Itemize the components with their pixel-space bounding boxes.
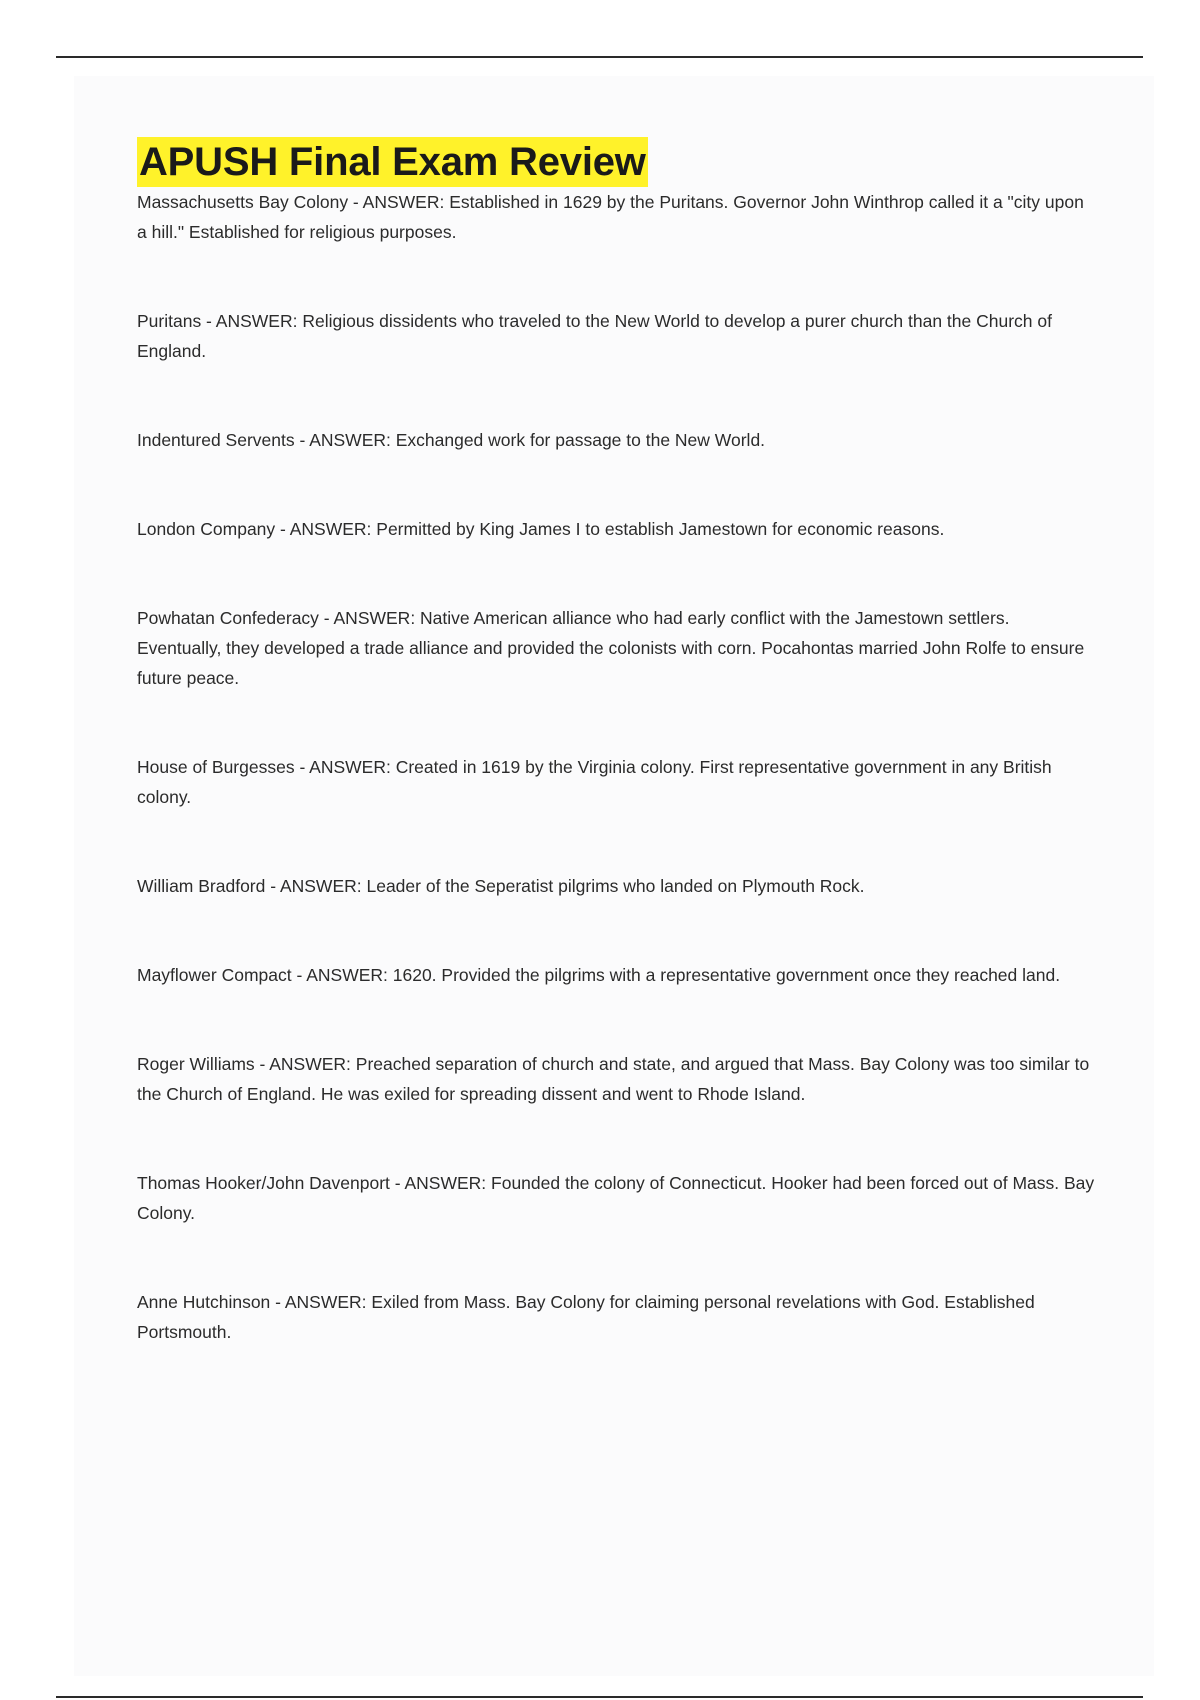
list-item: Thomas Hooker/John Davenport - ANSWER: Founded the colony of Connecticut. Hooker had been forced out of Mass. Bay Colony. (137, 1173, 1095, 1223)
list-item: Powhatan Confederacy - ANSWER: Native American alliance who had early conflict with the Jamestown settlers. Eventually, they developed a trade alliance and provided the colonists with corn. Pocahontas married John Rolfe to ensure future peace. (137, 608, 1085, 688)
document-content (137, 137, 1097, 1347)
list-item: House of Burgesses - ANSWER: Created in 1619 by the Virginia colony. First representative government in any British colony. (137, 757, 1052, 807)
top-divider (56, 56, 1143, 58)
list-item: Anne Hutchinson - ANSWER: Exiled from Mass. Bay Colony for claiming personal revelations with God. Established Portsmouth. (137, 1292, 1035, 1342)
list-item: Indentured Servents - ANSWER: Exchanged work for passage to the New World. (137, 430, 766, 450)
page-title: APUSH Final Exam Review (137, 137, 648, 187)
list-item: Roger Williams - ANSWER: Preached separation of church and state, and argued that Mass. Bay Colony was too similar to the Church of England. He was exiled for spreading dissent and went to Rhode Island. (137, 1054, 1090, 1104)
bottom-divider (56, 1696, 1143, 1698)
list-item: Mayflower Compact - ANSWER: 1620. Provided the pilgrims with a representative government once they reached land. (137, 965, 1061, 985)
list-item: London Company - ANSWER: Permitted by King James I to establish Jamestown for economic reasons. (137, 519, 945, 539)
list-item: Puritans - ANSWER: Religious dissidents who traveled to the New World to develop a purer church than the Church of England. (137, 311, 1052, 361)
list-item: William Bradford - ANSWER: Leader of the Seperatist pilgrims who landed on Plymouth Rock. (137, 876, 865, 896)
list-item: Massachusetts Bay Colony - ANSWER: Established in 1629 by the Puritans. Governor John Winthrop called it a "city upon a hill." Established for religious purposes. (137, 192, 1084, 242)
entry-list (137, 187, 1097, 1347)
